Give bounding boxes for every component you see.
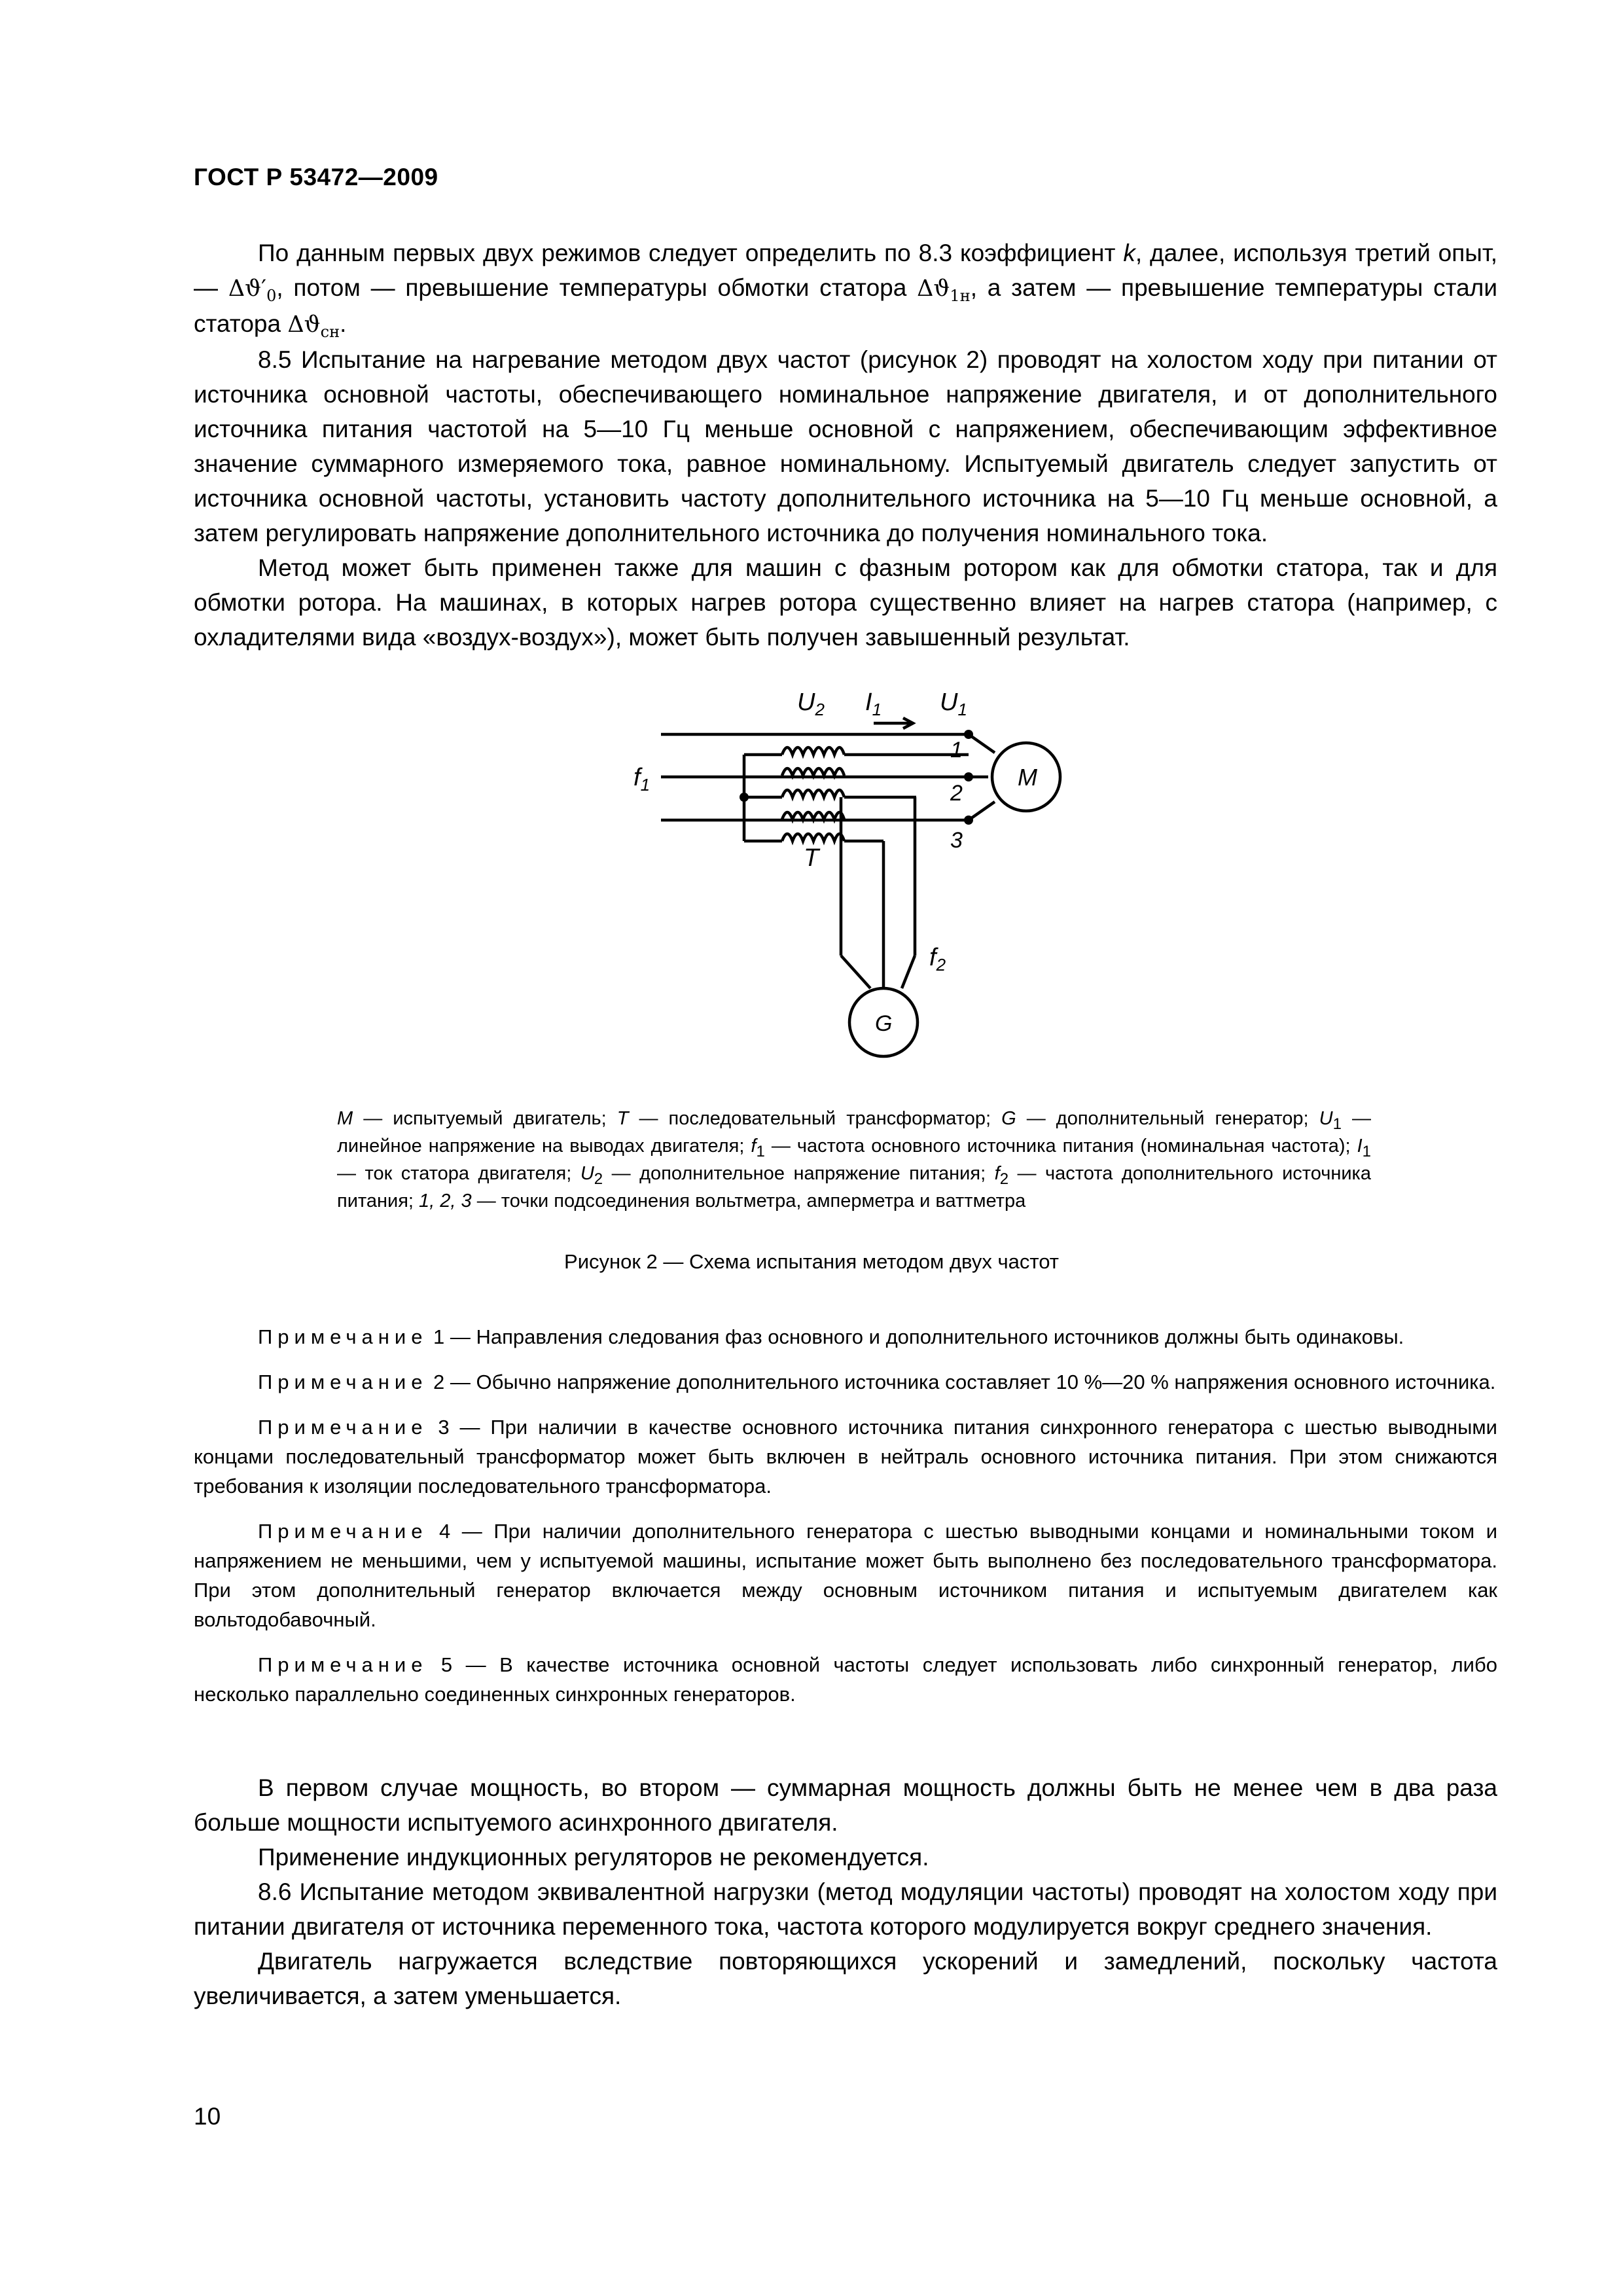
paragraph-8-6: 8.6 Испытание методом эквивалентной нагрузки (метод модуляции частоты) проводят на холостом ходу при питании двигателя от источника переменного тока, частота которого модулируется вокруг среднего значения.: [194, 1878, 1497, 1940]
label-f1: $f_1$: [633, 764, 651, 795]
circuit-diagram: [0, 681, 1623, 1100]
circuit-wires: [661, 718, 995, 995]
note-3: Примечание 3 — При наличии в качестве основного источника питания синхронного генератора с шестью выводными концами последовательный трансформатор может быть включен в нейтраль основного источника питания. При этом снижаются требования к изоляции последовательного трансформатора.: [194, 1416, 1497, 1498]
delta-theta-sn: $\Delta ϑ_{сн}$: [287, 312, 340, 341]
note-4: Примечание 4 — При наличии дополнительного генератора с шестью выводными концами и номинальными током и напряжением не меньшими, чем у испытуемой машины, испытание может быть выполнено без последовательного трансформатора. При этом дополнительный генератор включается между основным источником питания и испытуемым двигателем как вольтодобавочный.: [194, 1520, 1498, 1631]
figure-2-circuit: [0, 681, 1623, 1100]
label-u1: $U_1$: [940, 689, 967, 719]
label-transformer: T: [804, 844, 819, 872]
delta-theta-1n: $\Delta ϑ_{1н}$: [917, 276, 971, 305]
note-5: Примечание 5 — В качестве источника основной частоты следует использовать либо синхронный генератор, либо несколько параллельно соединенных синхронных генераторов.: [194, 1653, 1497, 1706]
label-u2: $U_2$: [797, 689, 825, 719]
intro-paragraph: По данным первых двух режимов следует определить по 8.3 коэффициент k, далее, используя третий опыт, — $\Delta ϑ'_0$, потом — превышение температуры обмотки статора $\Delta ϑ_{1н}$, а затем — превышение температуры стали статора $\Delta ϑ_{сн}$.: [194, 240, 1498, 341]
paragraph-method: Метод может быть применен также для машин с фазным ротором как для обмотки статора, так и для обмотки ротора. На машинах, в которых нагрев ротора существенно влияет на нагрев статора (например, с охладителями вида «воздух-воздух»), может быть получен завышенный результат.: [194, 554, 1497, 651]
coefficient-k: k: [1123, 240, 1135, 266]
terminal-2: 2: [950, 781, 963, 806]
body-text-bottom: [194, 1770, 1497, 2013]
paragraph-power: В первом случае мощность, во втором — суммарная мощность должны быть не менее чем в два раза больше мощности испытуемого асинхронного двигателя.: [194, 1774, 1497, 1836]
figure-title: Рисунок 2 — Схема испытания методом двух частот: [564, 1250, 1059, 1273]
transformer-coils: [782, 747, 844, 841]
figure-legend: M — испытуемый двигатель; T — последовательный трансформатор; G — дополнительный генератор; $U_1$ — линейное напряжение на выводах двигателя; $f_1$ — частота основного источника питания (номинальная частота); $I_1$ — ток статора двигателя; $U_2$ — дополнительное напряжение питания; $f_2$ — частота дополнительного источника питания; 1, 2, 3 — точки подсоединения вольтметра, амперметра и ваттметра: [337, 1108, 1371, 1211]
body-text-top: [194, 236, 1497, 655]
label-i1: $I_1$: [865, 689, 882, 719]
label-generator: G: [875, 1011, 893, 1036]
terminal-1: 1: [950, 738, 963, 762]
label-f2: $f_2$: [929, 944, 946, 975]
paragraph-8-5: 8.5 Испытание на нагревание методом двух частот (рисунок 2) проводят на холостом ходу при питании от источника основной частоты, обеспечивающего номинальное напряжение двигателя, и от дополнительного источника питания частотой на 5—10 Гц меньше основной с напряжением, обеспечивающим эффективное значение суммарного измеряемого тока, равное номинальному. Испытуемый двигатель следует запустить от источника основной частоты, установить частоту дополнительного источника на 5—10 Гц меньше основной, а затем регулировать напряжение дополнительного источника до получения номинального тока.: [194, 346, 1497, 547]
paragraph-regulators: Применение индукционных регуляторов не рекомендуется.: [258, 1844, 929, 1871]
notes-section: [194, 1322, 1497, 1725]
note-1: Примечание 1 — Направления следования фаз основного и дополнительного источников должны быть одинаковы.: [258, 1325, 1404, 1348]
page-number: 10: [194, 2103, 221, 2130]
paragraph-load: Двигатель нагружается вследствие повторяющихся ускорений и замедлений, поскольку частота увеличивается, а затем уменьшается.: [194, 1948, 1497, 2009]
terminal-3: 3: [950, 828, 963, 853]
document-header: ГОСТ Р 53472—2009: [194, 164, 438, 190]
label-motor: M: [1018, 764, 1037, 791]
delta-theta-0: $\Delta ϑ'_0$: [228, 276, 277, 305]
note-2: Примечание 2 — Обычно напряжение дополнительного источника составляет 10 %—20 % напряжения основного источника.: [258, 1371, 1496, 1393]
